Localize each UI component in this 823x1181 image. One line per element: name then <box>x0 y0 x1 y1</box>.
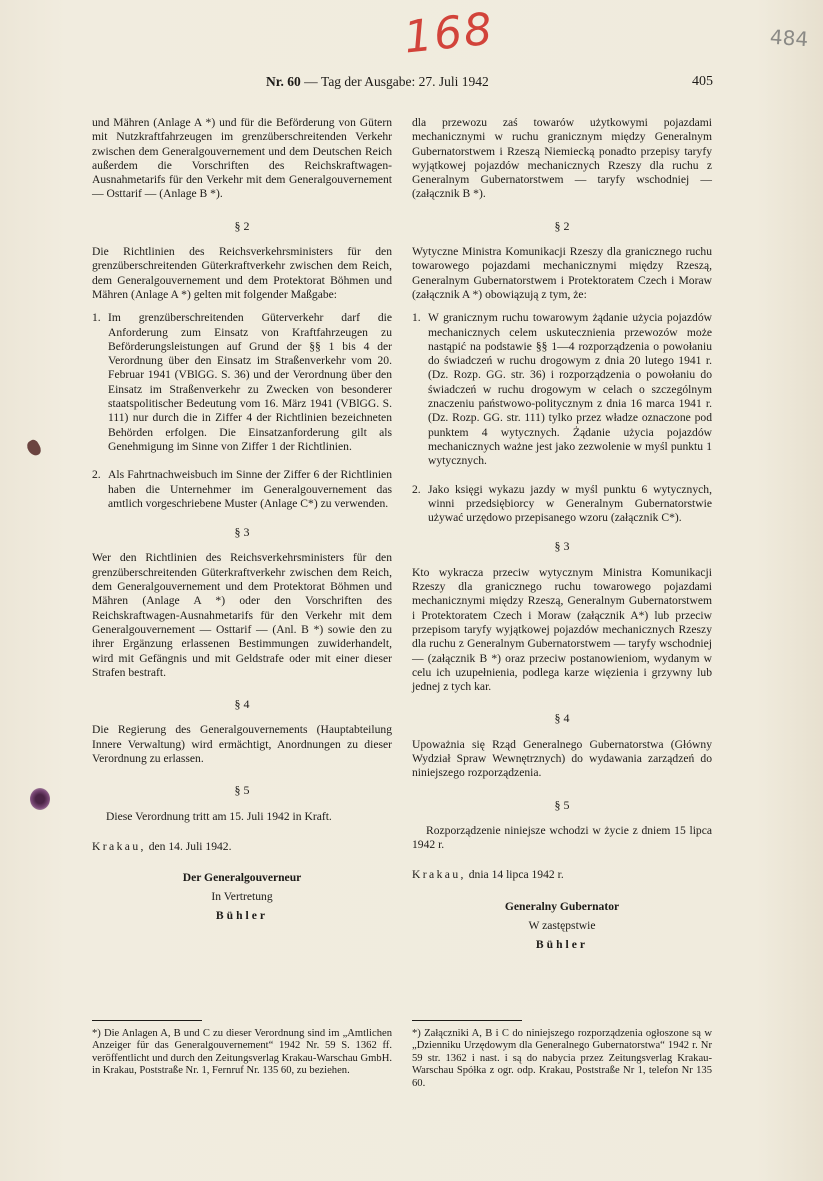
signature-role: In Vertretung <box>211 890 273 904</box>
ink-stain <box>25 438 43 458</box>
paragraph-section-5: Rozporządzenie niniejsze wchodzi w życie z dniem 15 lipca 1942 r. <box>412 823 712 852</box>
paragraph-section-3: Wer den Richtlinien des Reichsverkehrsministers für den grenzüberschreitenden Güterkraftverkehr zwischen dem Reich, dem Generalgouvernement und dem Protektorat Böhmen und Mähren (Anlage A *) oder den Vorschriften des Reichskraftwagen-Ausnahmetarifs für den Verkehr mit dem Generalgouvernement — Osttarif — (Anl. B *) sowie den zu ihrer Ergänzung erlassenen Bestimmungen zuwiderhandelt, wird mit Gefängnis und mit Geldstrafe oder mit einer dieser Strafen bestraft. <box>92 551 392 679</box>
header-separator: — <box>304 74 318 89</box>
german-column <box>92 116 392 925</box>
section-heading: § 2 <box>554 218 570 233</box>
paragraph-section-4: Die Regierung des Generalgouvernements (Hauptabteilung Innere Verwaltung) wird ermächtigt, Anordnungen zu dieser Verordnung zu erlassen. <box>92 723 392 765</box>
section-heading: § 5 <box>234 783 250 798</box>
footnote-polish: *) Załączniki A, B i C do niniejszego rozporządzenia ogłoszone są w „Dzienniku Urzędowym dla Generalnego Gubernatorstwa“ 1942 r. Nr 59 str. 1362 i nast. i są do nabycia przez Zeitungsverlag Krakau-Warschau Spółka z ogr. odp. Krakau, Poststraße Nr 1, telefon Nr 135 60. <box>412 1028 712 1089</box>
section-heading: § 2 <box>234 218 250 233</box>
footnote-german: *) Die Anlagen A, B und C zu dieser Verordnung sind im „Amtlichen Anzeiger für das Generalgouvernement“ 1942 Nr. 59 S. 1362 ff. veröffentlicht und durch den Zeitungsverlag Krakau-Warschau GmbH. in Krakau, Poststraße Nr. 1, Fernruf Nr. 135 60, zu beziehen. <box>92 1028 392 1077</box>
issue-number: Nr. 60 <box>266 74 301 89</box>
polish-column <box>412 116 712 954</box>
numbered-list <box>92 311 392 511</box>
section-heading: § 4 <box>234 697 250 712</box>
section-heading: § 5 <box>554 797 570 812</box>
signature-title: Generalny Gubernator <box>504 899 620 913</box>
list-item-text: Im grenzüberschreitenden Güterverkehr darf die Anforderung zum Einsatz von Kraftfahrzeugen zu Beförderungsleistungen auf Grund der §§ 1 bis 4 der Verordnung über den Einsatz im Straßenverkehr vom 20. Februar 1941 (VBlGG. S. 36) und der Verordnung über den Einsatz im Straßenverkehr zu Zwecken von besonderer staatspolitischer Bedeutung vom 16. März 1941 (VBlGG. S. 111) nur durch die in Ziffer 4 der Richtlinien bezeichneten Behörden erfolgen. Die Einsatzanforderung gilt als Genehmigung im Sinne von Ziffer 1 der Richtlinien. <box>108 311 392 453</box>
page-number: 405 <box>692 74 713 89</box>
handwritten-page-number: 168 <box>401 3 497 64</box>
place-date-line <box>412 868 712 882</box>
list-item <box>92 468 392 511</box>
section-heading: § 4 <box>554 711 570 726</box>
list-item-text: Jako księgi wykazu jazdy w myśl punktu 6 wytycznych, winni przedsiębiorcy w Generalnym Gubernatorstwie używać urzędowo przepisanego wzoru (załącznik C*). <box>428 482 712 525</box>
running-header <box>266 74 489 90</box>
footnote-rule <box>412 1020 522 1021</box>
ink-stain <box>30 788 50 810</box>
section-heading: § 3 <box>554 539 570 554</box>
signature-block <box>92 868 392 925</box>
issue-date: Tag der Ausgabe: 27. Juli 1942 <box>321 74 489 89</box>
signature-name: Bühler <box>535 937 589 951</box>
paragraph-section-5: Diese Verordnung tritt am 15. Juli 1942 in Kraft. <box>106 809 332 823</box>
paragraph-intro: dla przewozu zaś towarów użytkowymi pojazdami mechanicznymi w ruchu granicznym między Generalnym Gubernatorstwem i Rzeszą Niemiecką ponadto przepisy taryfy wyjątkowej pojazdów mechanicznych Rzeszy dla ruchu z Generalnym Gubernatorstwem — taryfy wschodniej — (załącznik B *). <box>412 116 712 201</box>
paragraph-section-4: Upoważnia się Rząd Generalnego Gubernatorstwa (Główny Wydział Spraw Wewnętrznych) do wydawania zarządzeń do niniejszego rozporządzenia. <box>412 737 712 780</box>
city: Krakau, <box>92 839 146 853</box>
signature-role: W zastępstwie <box>528 918 596 932</box>
list-item-text: Als Fahrtnachweisbuch im Sinne der Ziffer 6 der Richtlinien haben die Unternehmer im Generalgouvernement das amtlich vorgeschriebene Muster (Anlage C*) zu verwenden. <box>108 468 392 510</box>
list-item-number: 1. <box>412 311 421 325</box>
footnote-rule <box>92 1020 202 1021</box>
list-item-number: 1. <box>92 311 101 325</box>
paragraph-section-3: Kto wykracza przeciw wytycznym Ministra Komunikacji Rzeszy dla granicznego ruchu towarowego pojazdami mechanicznymi między Rzeszą, Generalnym Gubernatorstwem i Protektoratem Czech i Moraw (załącznik A*) lub przeciw przepisom taryfy wyjątkowej pojazdów mechanicznych Rzeszy dla ruchu z Generalnym Gubernatorstwem — taryfy wschodniej — (załącznik B *) oraz przeciw postanowieniom, wydanym w celu ich uzupełnienia, podlega karze więzienia i grzywny lub jednej z tych kar. <box>412 565 712 694</box>
handwritten-pencil-number: 484 <box>769 24 809 52</box>
list-item <box>412 311 712 468</box>
city: Krakau, <box>412 868 466 882</box>
place-date-line <box>92 840 392 854</box>
date: dnia 14 lipca 1942 r. <box>468 868 564 882</box>
list-item <box>92 311 392 454</box>
signature-block <box>412 897 712 954</box>
list-item <box>412 483 712 526</box>
paragraph-section-2: Die Richtlinien des Reichsverkehrsministers für den grenzüberschreitenden Güterkraftverkehr zwischen dem Reich, dem Generalgouvernement und dem Protektorat Böhmen und Mähren (Anlage A *) gelten mit folgender Maßgabe: <box>92 245 392 301</box>
paragraph-section-2: Wytyczne Ministra Komunikacji Rzeszy dla granicznego ruchu towarowego pojazdami mechanicznymi między Rzeszą, Generalnym Gubernatorstwem i Protektoratem Czech i Moraw (załącznik A *) obowiązują z tym, że: <box>412 245 712 301</box>
numbered-list <box>412 311 712 525</box>
section-heading: § 3 <box>234 525 250 540</box>
date: den 14. Juli 1942. <box>148 839 232 853</box>
signature-name: Bühler <box>215 909 269 923</box>
list-item-number: 2. <box>92 468 101 482</box>
paragraph-intro: und Mähren (Anlage A *) und für die Beförderung von Gütern mit Nutzkraftfahrzeugen im grenzüberschreitenden Verkehr zwischen dem Generalgouvernement und dem Deutschen Reich außerdem die Vorschriften des Reichskraftwagen-Ausnahmetarifs für den Verkehr mit dem Generalgouvernement — Osttarif — (Anlage B *). <box>92 116 392 201</box>
list-item-number: 2. <box>412 482 421 496</box>
signature-title: Der Generalgouverneur <box>182 871 302 885</box>
list-item-text: W granicznym ruchu towarowym żądanie użycia pojazdów mechanicznych celem uskutecznienia przewozów może nastąpić na podstawie §§ 1—4 rozporządzenia o powołaniu do świadczeń w ruchu drogowym z dnia 20 lutego 1941 r. (Dz. Rozp. GG. str. 36) i rozporządzenia o powołaniu do świadczeń w ruchu drogowym w celach o szczególnym znaczeniu państwowo-politycznym z dnia 16 marca 1941 r. (Dz. Rozp. GG. str. 111) tylko przez władze oznaczone pod punktem 4 wytycznych. Żądanie użycia pojazdów mechanicznych ważne jest jako zezwolenie w myśl punktu 1 wytycznych. <box>428 311 712 468</box>
